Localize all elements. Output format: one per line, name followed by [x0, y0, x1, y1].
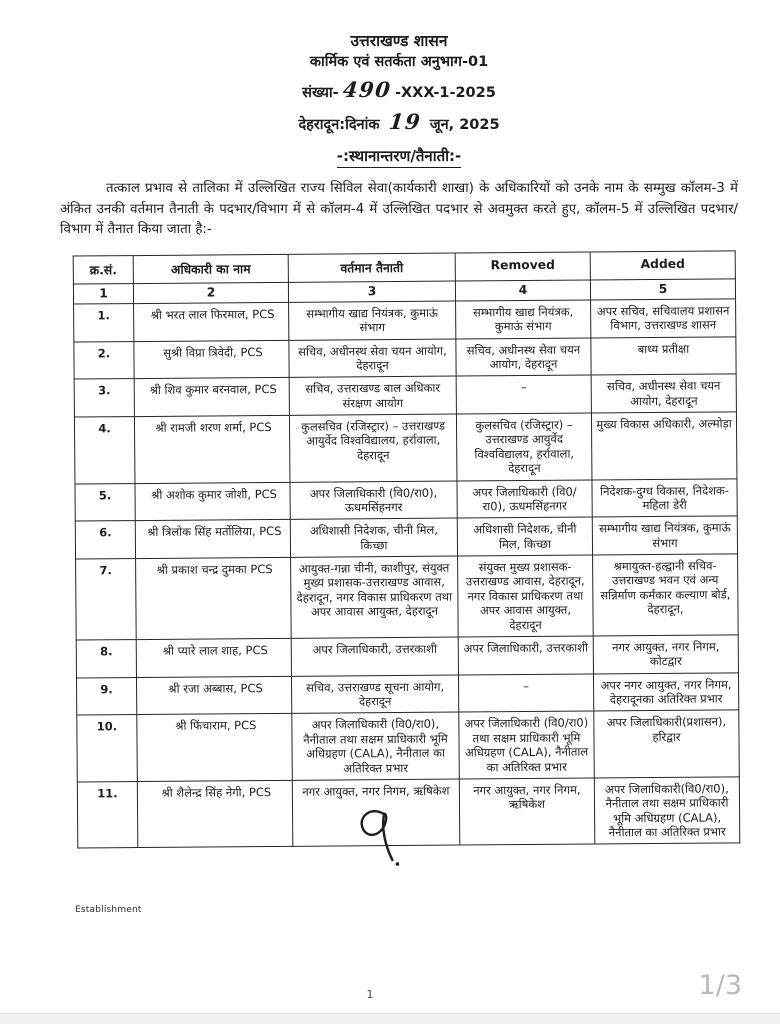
letter-number-handwritten: 490: [341, 77, 393, 103]
cell-added: सचिव, अधीनस्थ सेवा चयन आयोग, देहरादून: [591, 374, 736, 413]
establishment-footnote: Establishment: [75, 905, 142, 915]
cell-added: नगर आयुक्त, नगर निगम, कोटद्वार: [593, 635, 738, 674]
table-row: [74, 299, 736, 342]
date-handwritten: 19: [387, 108, 423, 134]
table-row: [75, 516, 737, 559]
cell-current-posting: अपर जिलाधिकारी, उत्तरकाशी: [291, 637, 458, 676]
cell-sno: 6.: [75, 521, 135, 559]
col-header-added: Added: [590, 251, 735, 280]
table-row: [76, 554, 739, 640]
cell-added: निदेशक-दुग्ध विकास, निदेशक-महिला डेरी: [592, 478, 737, 517]
cell-sno: 4.: [74, 417, 135, 484]
cell-removed: अपर जिलाधिकारी (वि0/रा0), ऊधमसिंहनगर: [457, 480, 592, 519]
cell-officer-name: श्री फिंचाराम, PCS: [137, 714, 293, 782]
cell-removed: अपर जिलाधिकारी, उत्तरकाशी: [458, 636, 593, 675]
col-header-removed: Removed: [455, 252, 590, 281]
letter-number-line: [60, 74, 738, 106]
cell-removed: नगर आयुक्त, नगर निगम, ऋषिकेश: [459, 778, 595, 846]
cell-officer-name: श्री रामजी शरण शर्मा, PCS: [134, 415, 290, 483]
cell-current-posting: आयुक्त-गन्ना चीनी, काशीपुर, संयुक्त मुख्य प्रशासक-उत्तराखण्ड आवास, देहरादून, नगर विकास प्राधिकरण तथा अपर आवास आयुक्त, देहरादून: [291, 556, 459, 638]
column-number: 2: [133, 282, 288, 303]
letter-number-suffix: -XXX-1-2025: [394, 85, 496, 102]
cell-officer-name: सुश्री विप्रा त्रिवेदी, PCS: [134, 340, 289, 379]
cell-officer-name: श्री त्रिलोक सिंह मर्तोलिया, PCS: [135, 520, 290, 559]
cell-current-posting: नगर आयुक्त, नगर निगम, ऋषिकेश: [292, 779, 460, 847]
cell-added: अपर नगर आयुक्त, नगर निगम, देहरादूनका अतिरिक्त प्रभार: [593, 673, 738, 712]
cell-sno: 2.: [74, 341, 134, 379]
cell-officer-name: श्री प्यारे लाल शाह, PCS: [136, 638, 291, 677]
cell-sno: 8.: [76, 639, 136, 677]
cell-current-posting: अपर जिलाधिकारी (वि0/रा0), नैनीताल तथा सक्षम प्राधिकारी भूमि अधिग्रहण (CALA), नैनीताल का अतिरिक्त प्रभार: [292, 712, 460, 780]
table-row: [74, 374, 736, 417]
cell-officer-name: श्री प्रकाश चन्द्र दुमका PCS: [136, 557, 292, 639]
cell-added: श्रमायुक्त-हल्द्वानी सचिव-उत्तराखण्ड भवन एवं अन्य सन्निर्माण कर्मकार कल्याण बोर्ड, देहरादून,: [593, 554, 739, 636]
cell-removed: अधिशासी निदेशक, चीनी मिल, किच्छा: [457, 517, 592, 556]
cell-current-posting: सचिव, अधीनस्थ सेवा चयन आयोग, देहरादून: [289, 339, 456, 378]
table-row: [76, 673, 738, 716]
viewer-bottom-bar: [0, 1013, 780, 1024]
cell-removed: कुलसचिव (रजिस्ट्रार) – उत्तराखण्ड आयुर्वेद विश्वविद्यालय, हर्रावाला, देहरादून: [456, 413, 592, 481]
table-row: [77, 777, 740, 849]
column-number: 5: [590, 279, 735, 300]
cell-removed: सम्भागीय खाद्य नियंत्रक, कुमाऊं संभाग: [456, 300, 591, 339]
cell-current-posting: अपर जिलाधिकारी (वि0/रा0), ऊधमसिंहनगर: [290, 481, 457, 520]
cell-sno: 9.: [76, 677, 136, 715]
table-row: [77, 710, 740, 782]
cell-removed: –: [458, 674, 593, 713]
column-number: 3: [288, 281, 455, 302]
cell-added: अपर जिलाधिकारी(प्रशासन), हरिद्वार: [594, 710, 740, 778]
cell-current-posting: सचिव, उत्तराखण्ड सूचना आयोग, देहरादून: [291, 675, 458, 714]
cell-current-posting: सचिव, उत्तराखण्ड बाल अधिकार संरक्षण आयोग: [289, 376, 456, 415]
intro-paragraph: तत्काल प्रभाव से तालिका में उल्लिखित राज्य सिविल सेवा(कार्यकारी शाखा) के अधिकारियों को उनके नाम के सम्मुख कॉलम-3 में अंकित उनकी वर्तमान तैनाती के पदभार/विभाग में से कॉलम-4 में उल्लिखित पदभार से अवमुक्त करते हुए, कॉलम-5 में उल्लिखित पदभार/विभाग में तैनात किया जाता है:-: [60, 181, 738, 238]
cell-added: बाध्य प्रतीक्षा: [591, 336, 736, 375]
transfer-table: [73, 250, 741, 849]
col-header-current-posting: वर्तमान तैनाती: [288, 253, 455, 282]
table-row: [75, 478, 737, 521]
section-title: कार्मिक एवं सतर्कता अनुभाग-01: [309, 54, 489, 71]
cell-officer-name: श्री भरत लाल फिरमाल, PCS: [134, 302, 289, 341]
org-title: उत्तराखण्ड शासन: [350, 32, 448, 50]
cell-added: अपर जिलाधिकारी(वि0/रा0), नैनीताल तथा सक्षम प्राधिकारी भूमि अधिग्रहण (CALA), नैनीताल का अतिरिक्त प्रभार: [594, 777, 740, 845]
place-date-line: [60, 106, 738, 138]
table-row: [76, 635, 738, 678]
cell-removed: –: [456, 375, 591, 414]
cell-sno: 3.: [74, 379, 134, 417]
cell-added: सम्भागीय खाद्य नियंत्रक, कुमाऊं संभाग: [592, 516, 737, 555]
column-number: 4: [455, 280, 590, 301]
cell-officer-name: श्री शिव कुमार बरनवाल, PCS: [134, 378, 289, 417]
column-number: 1: [73, 284, 133, 304]
cell-added: अपर सचिव, सचिवालय प्रशासन विभाग, उत्तराखण्ड शासन: [591, 299, 736, 338]
cell-officer-name: श्री अशोक कुमार जोशी, PCS: [135, 482, 290, 521]
page-indicator: 1/3: [698, 970, 742, 1001]
cell-removed: सचिव, अधीनस्थ सेवा चयन आयोग, देहरादून: [456, 338, 591, 377]
subject-heading: -:स्थानान्तरण/तैनाती:-: [337, 146, 462, 168]
cell-current-posting: कुलसचिव (रजिस्ट्रार) – उत्तराखण्ड आयुर्वेद विश्वविद्यालय, हर्रावाला, देहरादून: [289, 414, 457, 482]
cell-officer-name: श्री रजा अब्बास, PCS: [136, 676, 291, 715]
cell-current-posting: अधिशासी निदेशक, चीनी मिल, किच्छा: [290, 518, 457, 557]
cell-sno: 1.: [74, 303, 134, 341]
table-row: [74, 412, 737, 484]
col-header-sno: क्र.सं.: [73, 256, 133, 284]
col-header-officer-name: अधिकारी का नाम: [133, 254, 288, 283]
place-date-label: देहरादून:दिनांक: [298, 116, 380, 133]
signature-mark: [354, 804, 407, 874]
letter-number-label: संख्या-: [302, 85, 339, 102]
table-row: [74, 336, 736, 379]
cell-removed: अपर जिलाधिकारी (वि0/रा0) तथा सक्षम प्राधिकारी भूमि अधिग्रहण (CALA), नैनीताल का अतिरिक्त प्रभार: [459, 711, 595, 779]
cell-added: मुख्य विकास अधिकारी, अल्मोड़ा: [591, 412, 737, 480]
cell-sno: 5.: [75, 483, 135, 521]
transfer-table-wrap: [58, 250, 741, 849]
cell-officer-name: श्री शैलेन्द्र सिंह नेगी, PCS: [137, 780, 293, 848]
date-suffix: जून, 2025: [429, 116, 500, 133]
page-number: 1: [366, 988, 374, 1001]
cell-sno: 7.: [76, 559, 137, 640]
cell-sno: 10.: [77, 715, 138, 782]
cell-removed: संयुक्त मुख्य प्रशासक-उत्तराखण्ड आवास, देहरादून, नगर विकास प्राधिकरण तथा अपर आवास आयुक्त, देहरादून: [458, 555, 594, 637]
cell-current-posting: सम्भागीय खाद्य नियंत्रक, कुमाऊं संभाग: [289, 301, 456, 340]
cell-sno: 11.: [77, 781, 138, 848]
